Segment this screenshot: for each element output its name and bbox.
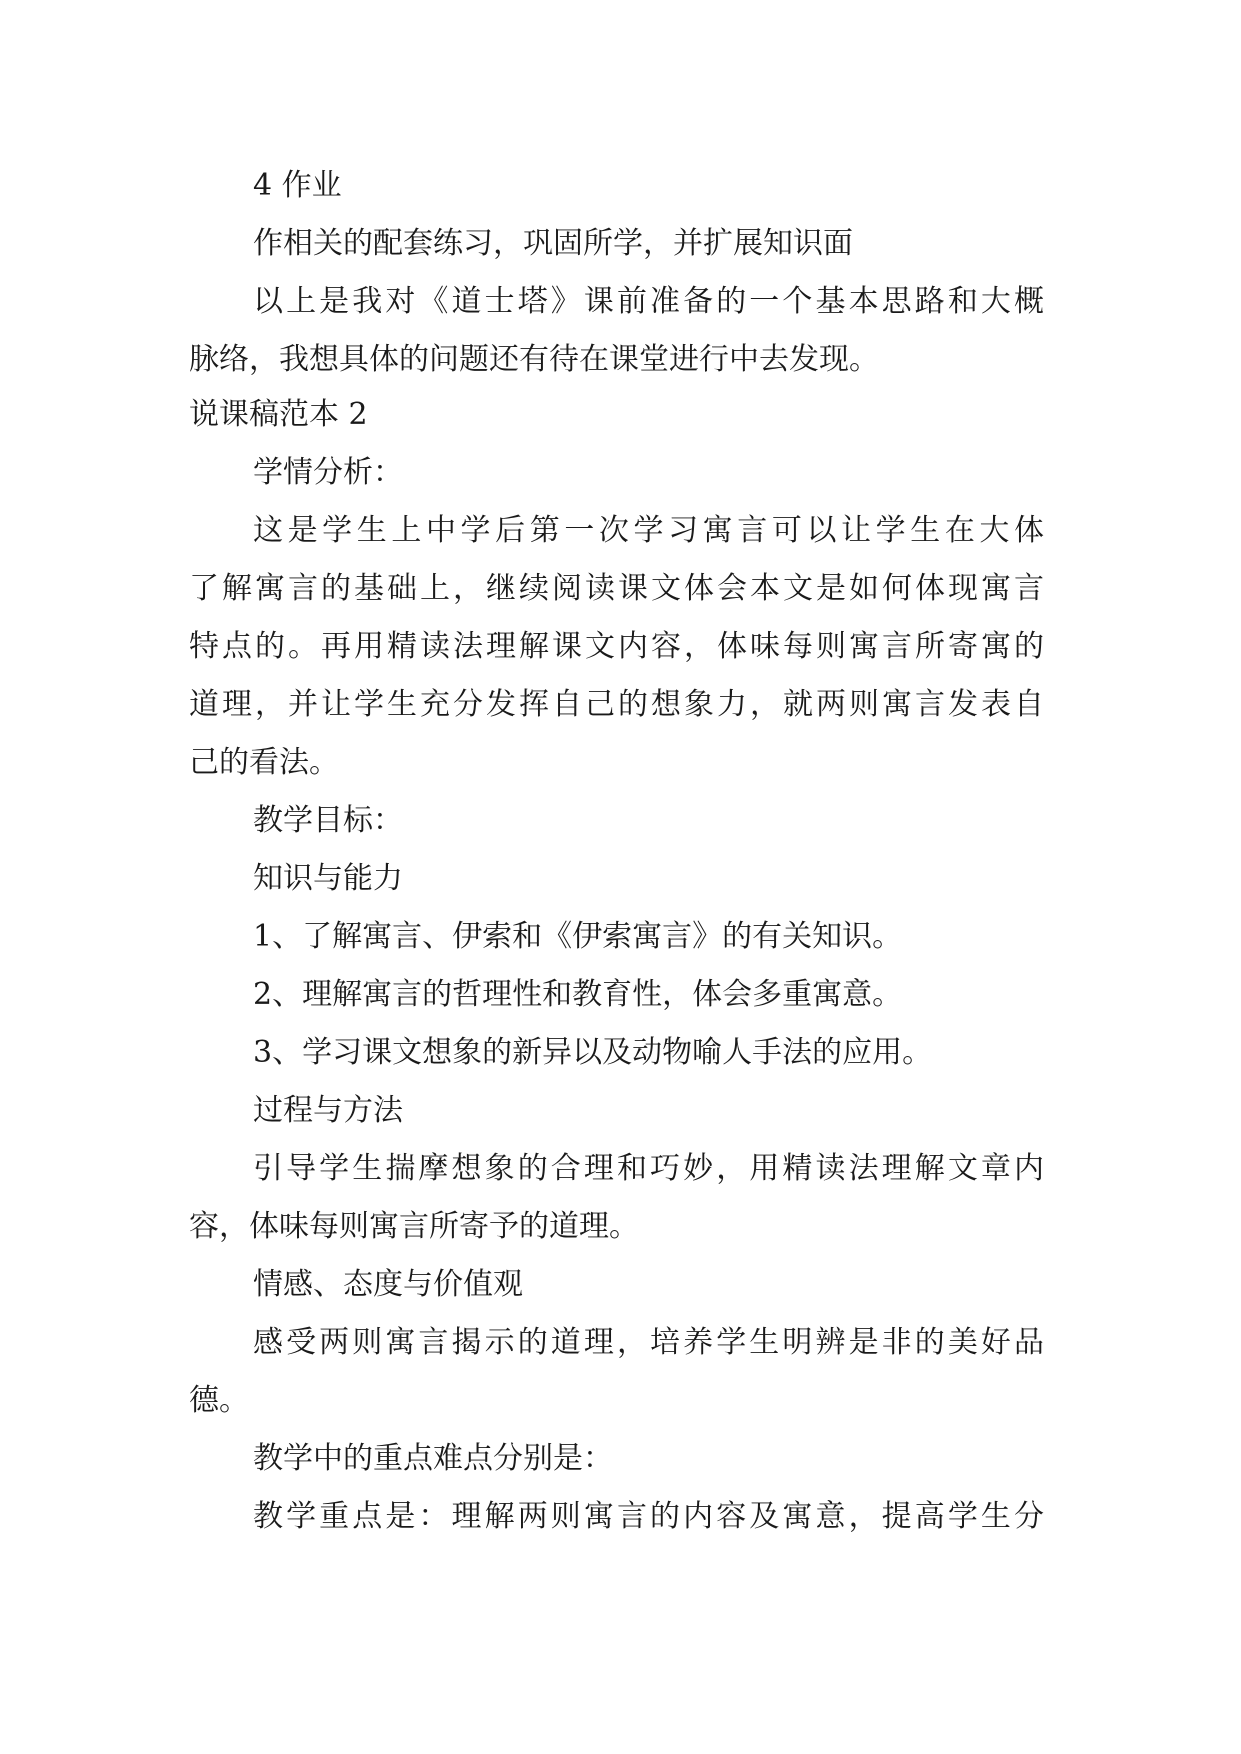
- subheading-key-difficulties: 教学中的重点难点分别是：: [253, 1441, 613, 1476]
- paragraph-line: 教学重点是：理解两则寓言的内容及寓意，提高学生分: [253, 1499, 1044, 1534]
- paragraph-line: 了解寓言的基础上，继续阅读课文体会本文是如何体现寓言: [189, 571, 1044, 606]
- list-item: 2、理解寓言的哲理性和教育性，体会多重寓意。: [253, 977, 903, 1012]
- paragraph-line: 容，体味每则寓言所寄予的道理。: [189, 1209, 639, 1244]
- paragraph-line: 德。: [189, 1383, 249, 1418]
- paragraph-line: 道理，并让学生充分发挥自己的想象力，就两则寓言发表自: [189, 687, 1044, 722]
- paragraph-line: 这是学生上中学后第一次学习寓言可以让学生在大体: [253, 513, 1044, 548]
- subheading-emotion-values: 情感、态度与价值观: [253, 1267, 523, 1302]
- paragraph-line: 作相关的配套练习，巩固所学，并扩展知识面: [253, 226, 853, 261]
- subheading-knowledge-ability: 知识与能力: [253, 861, 403, 896]
- section-heading-homework: 4 作业: [253, 168, 342, 203]
- section-title: 说课稿范本 2: [189, 397, 368, 432]
- paragraph-line: 脉络，我想具体的问题还有待在课堂进行中去发现。: [189, 342, 879, 377]
- subheading-student-analysis: 学情分析：: [253, 455, 403, 490]
- paragraph-line: 特点的。再用精读法理解课文内容，体味每则寓言所寄寓的: [189, 629, 1044, 664]
- paragraph-line: 以上是我对《道士塔》课前准备的一个基本思路和大概: [253, 284, 1044, 319]
- paragraph-line: 引导学生揣摩想象的合理和巧妙，用精读法理解文章内: [253, 1151, 1044, 1186]
- paragraph-line: 感受两则寓言揭示的道理，培养学生明辨是非的美好品: [253, 1325, 1044, 1360]
- subheading-process-method: 过程与方法: [253, 1093, 403, 1128]
- subheading-teaching-goals: 教学目标：: [253, 803, 403, 838]
- list-item: 3、学习课文想象的新异以及动物喻人手法的应用。: [253, 1035, 933, 1070]
- paragraph-line: 己的看法。: [189, 745, 339, 780]
- list-item: 1、了解寓言、伊索和《伊索寓言》的有关知识。: [253, 919, 903, 954]
